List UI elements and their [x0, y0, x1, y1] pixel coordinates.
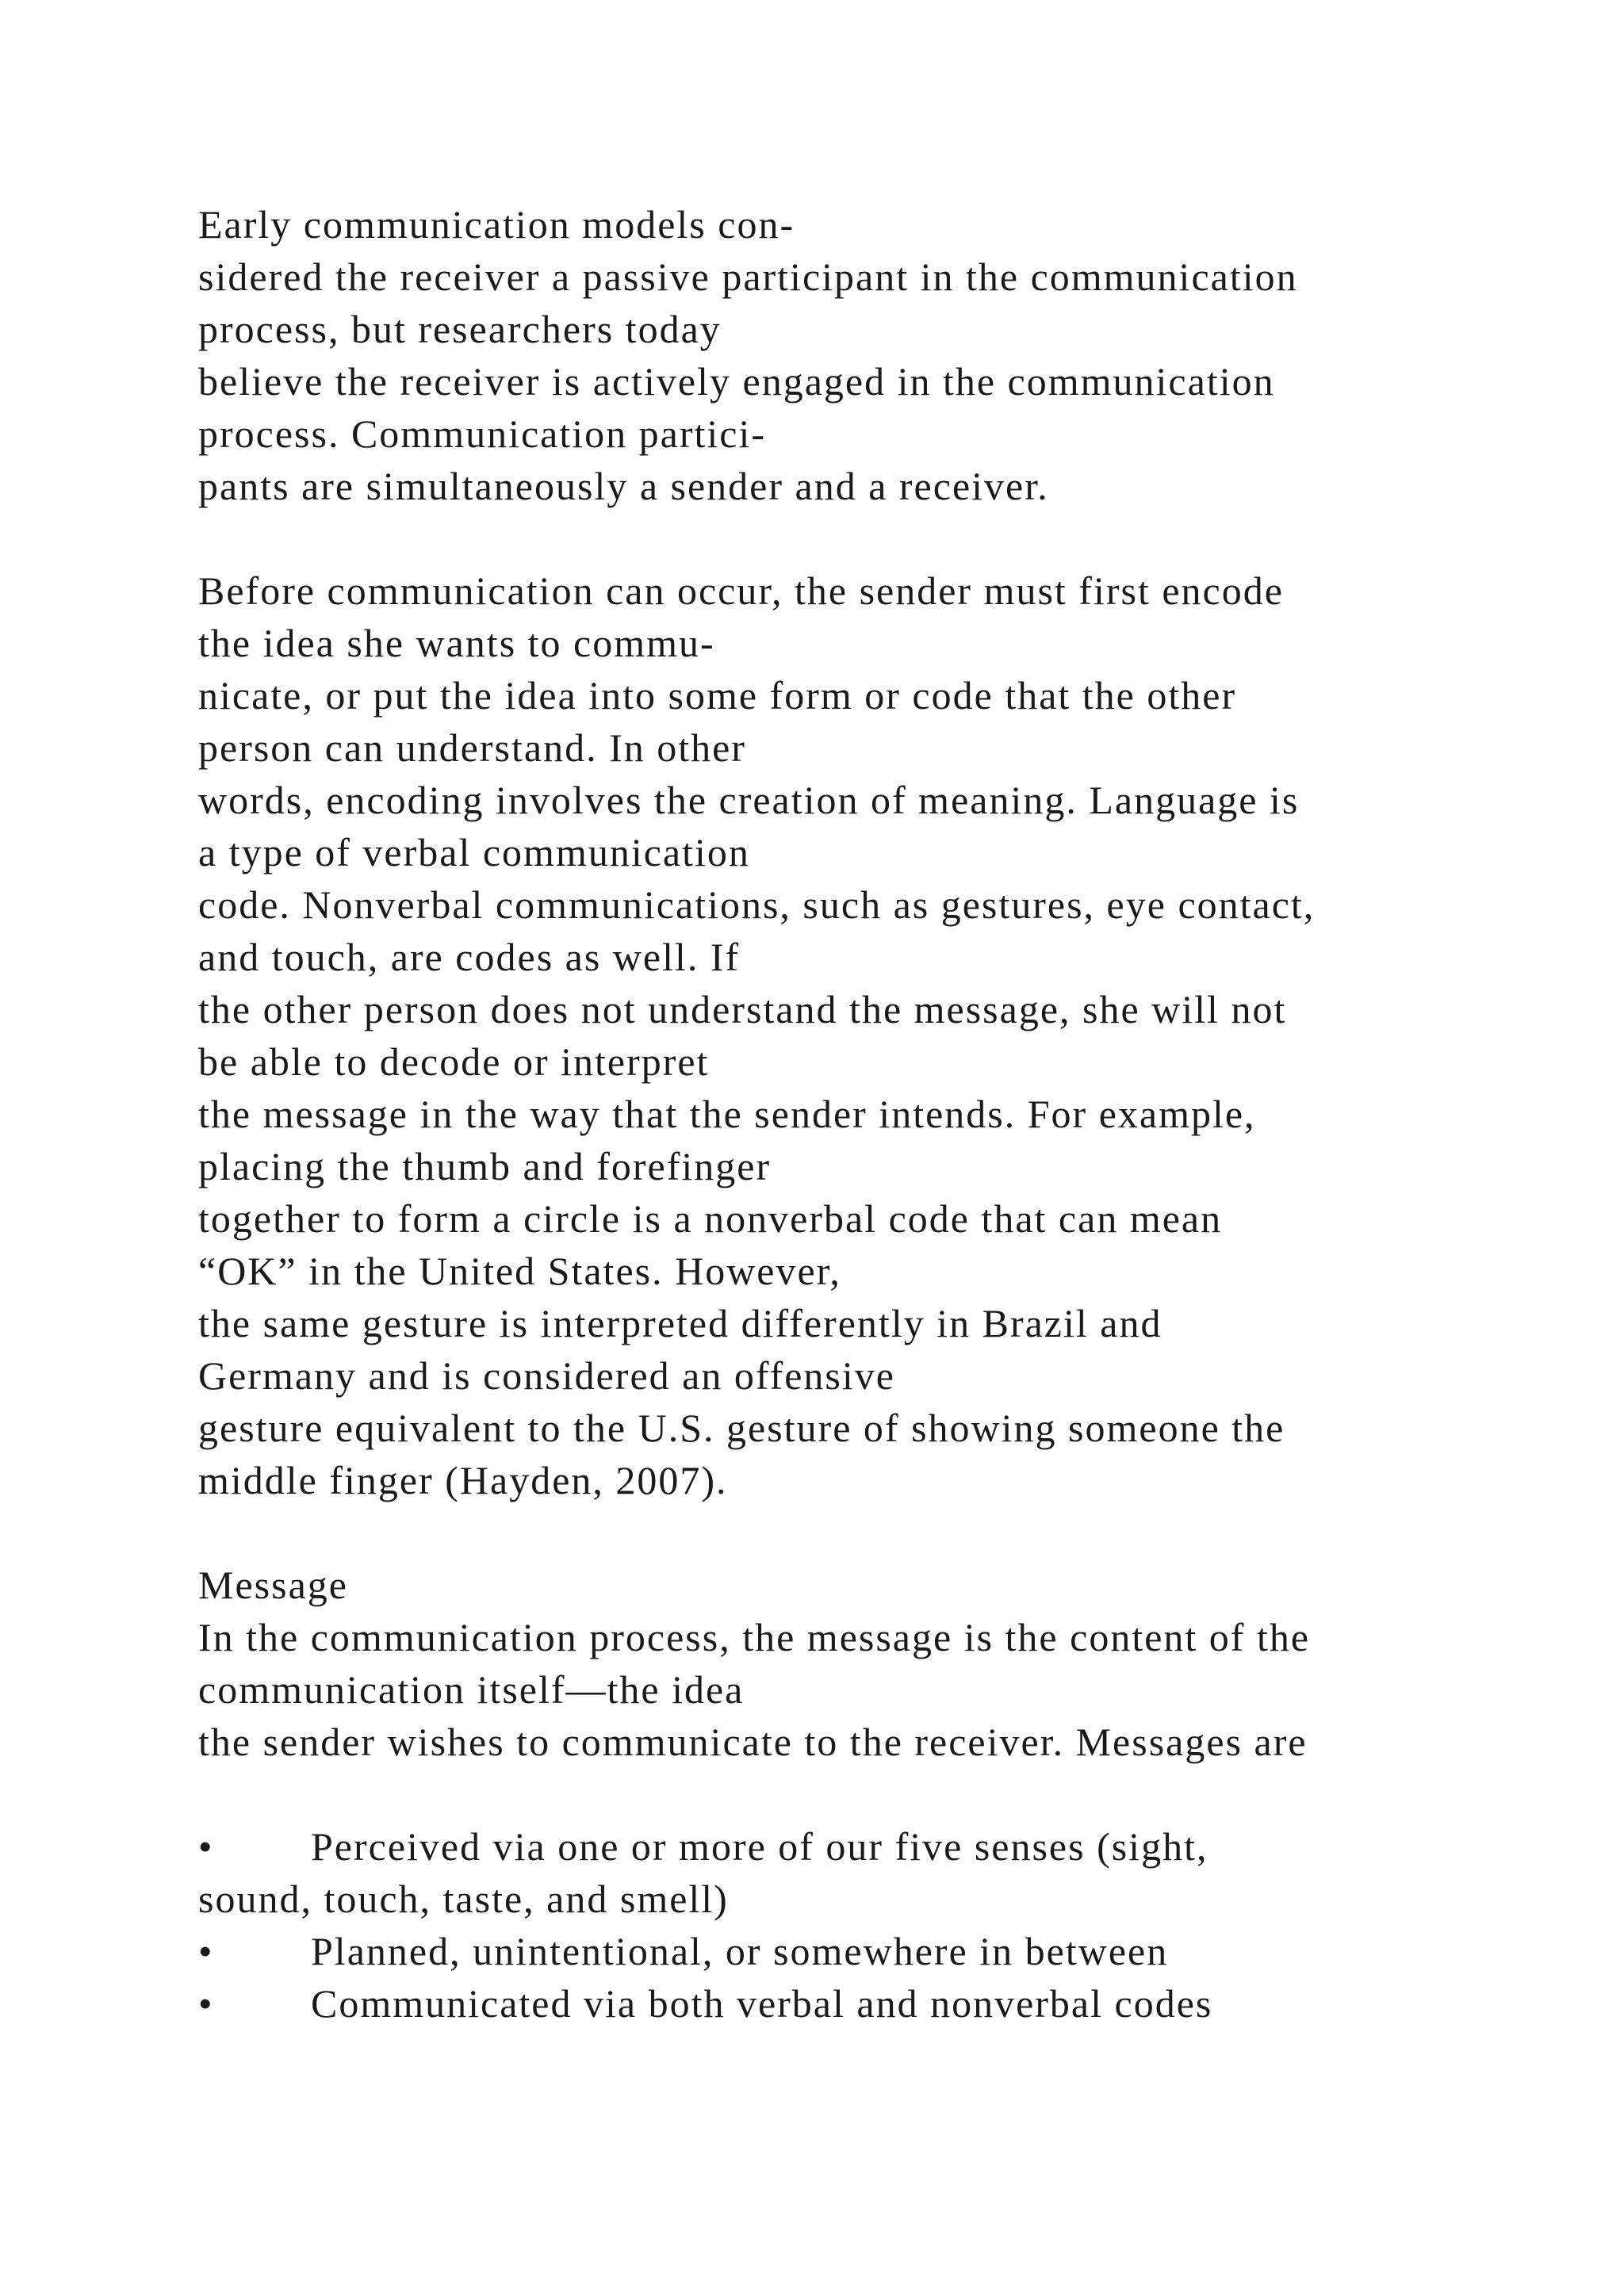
bullet-item [198, 1820, 1546, 1925]
bullet-continuation: sound, touch, taste, and smell) [198, 1877, 729, 1921]
bullet-line [198, 1977, 1546, 2030]
text-line: the other person does not understand the message, she will not [198, 987, 1287, 1031]
text-line: nicate, or put the idea into some form or code that the other [198, 673, 1237, 718]
text-line: process. Communication partici- [198, 411, 767, 456]
text-line: a type of verbal communication [198, 830, 750, 874]
text-line: words, encoding involves the creation of meaning. Language is [198, 778, 1300, 822]
text-line: the message in the way that the sender intends. For example, [198, 1092, 1256, 1136]
bullet-line [198, 1820, 1546, 1873]
text-line: sidered the receiver a passive participant in the communication [198, 254, 1298, 299]
text-line: Before communication can occur, the sender must first encode [198, 568, 1284, 613]
document-page [198, 198, 1546, 2030]
text-line: gesture equivalent to the U.S. gesture of showing someone the [198, 1406, 1285, 1450]
text-line: the same gesture is interpreted differently in Brazil and [198, 1301, 1162, 1345]
paragraph-receiver [198, 198, 1546, 512]
text-line: code. Nonverbal communications, such as gestures, eye contact, [198, 882, 1316, 927]
bullet-icon: • [198, 1981, 214, 2026]
bullet-line [198, 1925, 1546, 1977]
text-line: “OK” in the United States. However, [198, 1249, 841, 1293]
bullet-text: Perceived via one or more of our five senses (sight, [311, 1824, 1208, 1869]
text-line: pants are simultaneously a sender and a receiver. [198, 464, 1049, 508]
text-line: placing the thumb and forefinger [198, 1144, 772, 1188]
paragraph-message [198, 1611, 1546, 1768]
text-line: Early communication models con- [198, 202, 795, 247]
text-line: person can understand. In other [198, 725, 746, 770]
text-line: and touch, are codes as well. If [198, 935, 741, 979]
bullet-icon: • [198, 1824, 214, 1869]
bullet-text: Planned, unintentional, or somewhere in between [311, 1929, 1169, 1973]
paragraph-gap [198, 1506, 1546, 1559]
text-line: Germany and is considered an offensive [198, 1353, 895, 1398]
text-line: believe the receiver is actively engaged in the communication [198, 359, 1275, 404]
section-heading: Message [198, 1563, 348, 1607]
bullet-list [198, 1820, 1546, 2030]
text-line: process, but researchers today [198, 307, 722, 351]
text-line: middle finger (Hayden, 2007). [198, 1458, 728, 1502]
paragraph-gap [198, 1768, 1546, 1820]
bullet-icon: • [198, 1929, 214, 1973]
text-line: be able to decode or interpret [198, 1039, 710, 1084]
text-line: the sender wishes to communicate to the receiver. Messages are [198, 1720, 1308, 1764]
text-line: together to form a circle is a nonverbal code that can mean [198, 1196, 1223, 1241]
text-line: communication itself—the idea [198, 1667, 745, 1712]
bullet-item [198, 1925, 1546, 1977]
paragraph-encoding [198, 564, 1546, 1506]
bullet-item [198, 1977, 1546, 2030]
paragraph-gap [198, 512, 1546, 564]
bullet-text: Communicated via both verbal and nonverbal codes [311, 1981, 1213, 2026]
text-line: In the communication process, the message is the content of the [198, 1615, 1311, 1659]
text-line: the idea she wants to commu- [198, 621, 715, 665]
